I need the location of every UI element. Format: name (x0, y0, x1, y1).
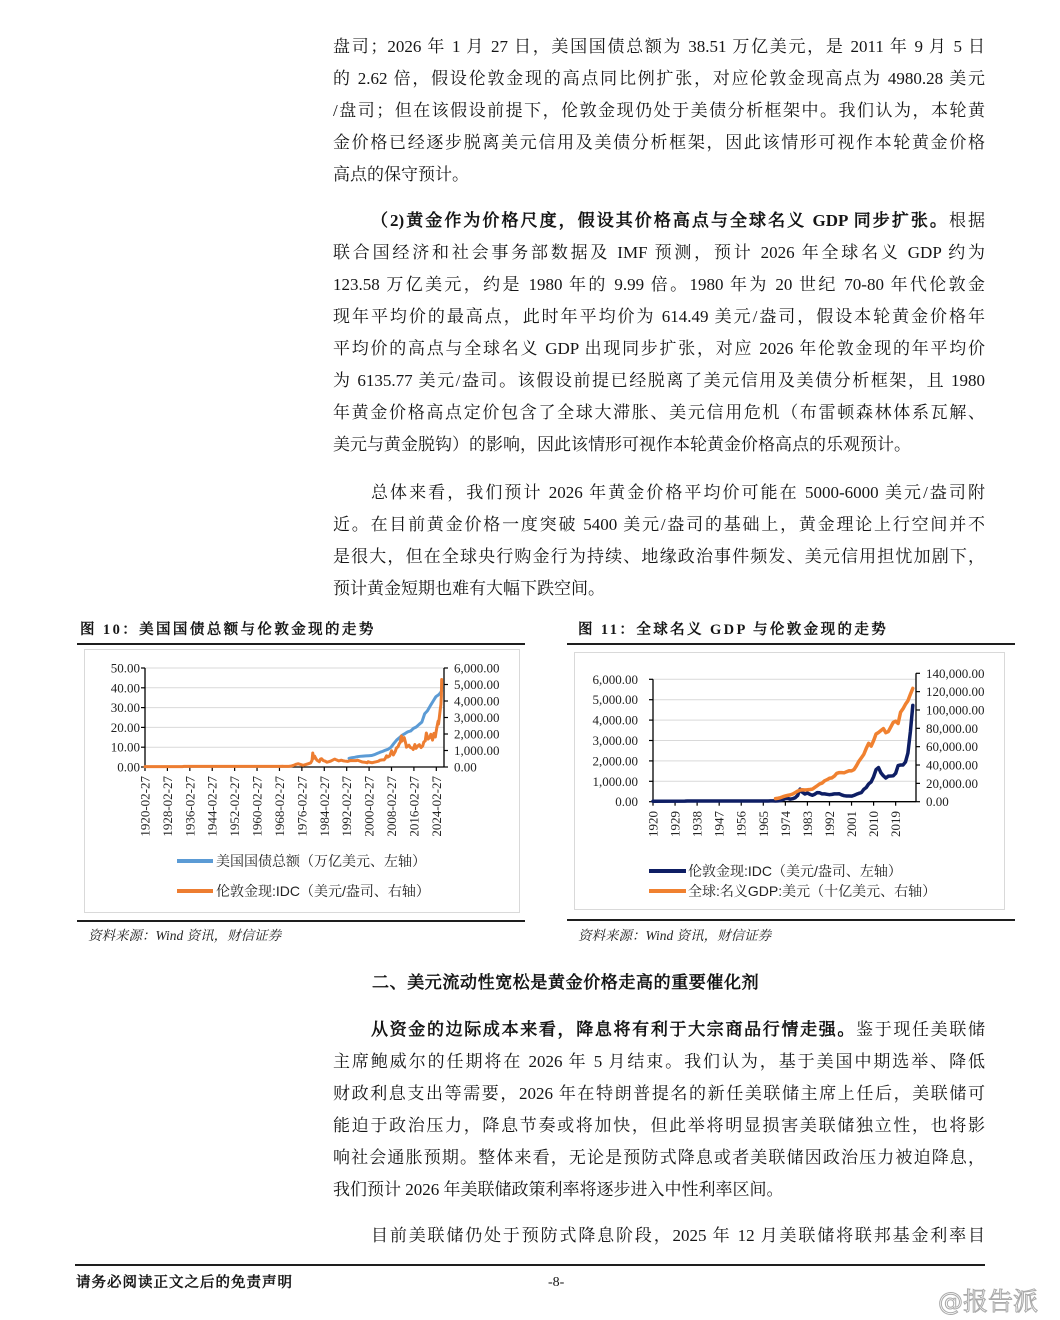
y-right-tick-label: 0.00 (926, 794, 949, 810)
y-right-tick-label: 100,000.00 (926, 702, 985, 718)
x-tick-label: 1956 (733, 811, 749, 837)
line-text: 联合国经济和社会事务部数据及 IMF 预测，预计 2026 年全球名义 GDP 约为 (333, 243, 985, 262)
line-text: 盘司；2026 年 1 月 27 日，美国国债总额为 38.51 万亿美元，是 2011 年 9 月 5 日 (333, 37, 985, 56)
y-right-tick-label: 140,000.00 (926, 665, 985, 681)
paragraph-fed-stage (333, 1220, 985, 1252)
text-line (333, 205, 985, 237)
figure-10-chart (84, 649, 520, 913)
line-text: /盘司；但在该假设前提下，伦敦金现仍处于美债分析框架中。我们认为，本轮黄 (333, 101, 985, 120)
legend-label: 伦敦金现:IDC（美元/盎司、左轴） (688, 863, 902, 879)
y-left-tick-label: 20.00 (110, 719, 140, 735)
text-line (333, 1142, 985, 1174)
x-tick-label: 1983 (799, 811, 815, 837)
x-tick-label: 1936-02-27 (182, 776, 198, 837)
x-tick-label: 1920 (645, 811, 661, 837)
x-tick-label: 1984-02-27 (316, 776, 332, 837)
figure-11-top-rule (567, 643, 1015, 645)
y-right-tick-label: 0.00 (454, 759, 477, 775)
x-tick-label: 2000-02-27 (361, 776, 377, 837)
figure-10-bottom-rule (77, 920, 525, 922)
line-text: 我们预计 2026 年美联储政策利率将逐步进入中性利率区间。 (333, 1180, 784, 1199)
footer-disclaimer: 请务必阅读正文之后的免责声明 (76, 1275, 293, 1291)
text-line (333, 573, 985, 605)
y-left-tick-label: 4,000.00 (592, 712, 638, 728)
x-tick-label: 1992-02-27 (339, 776, 355, 837)
x-tick-label: 2008-02-27 (384, 776, 400, 837)
y-left-tick-label: 2,000.00 (592, 753, 638, 769)
line-text: 是很大，但在全球央行购金行为持续、地缘政治事件频发、美元信用担忧加剧下， (333, 547, 985, 566)
figure-10-title: 图 10：美国国债总额与伦敦金现的走势 (80, 622, 376, 638)
y-left-tick-label: 5,000.00 (592, 692, 638, 708)
text-line (333, 333, 985, 365)
line-text: 根据 (948, 211, 985, 230)
y-left-tick-label: 40.00 (110, 680, 140, 696)
line-text: 美元与黄金脱钩）的影响，因此该情形可视作本轮黄金价格高点的乐观预计。 (333, 435, 911, 454)
legend-label: 全球:名义GDP:美元（十亿美元、右轴） (688, 883, 937, 899)
text-line (333, 1220, 985, 1252)
x-tick-label: 2001 (844, 811, 860, 837)
series-line-2 (145, 680, 442, 767)
text-line (333, 31, 985, 63)
x-tick-label: 1965 (755, 811, 771, 837)
paragraph-gdp-scale (333, 205, 985, 461)
chart-10-canvas (85, 650, 521, 914)
x-tick-label: 1968-02-27 (271, 776, 287, 837)
text-line (333, 365, 985, 397)
x-tick-label: 1938 (689, 811, 705, 837)
y-right-tick-label: 40,000.00 (926, 757, 978, 773)
figure-10-top-rule (77, 643, 525, 645)
chart-11-canvas (575, 653, 1006, 911)
text-line (333, 301, 985, 333)
figure-11-title: 图 11：全球名义 GDP 与伦敦金现的走势 (578, 622, 889, 638)
text-line (333, 159, 985, 191)
bold-lead-sentence: （2)黄金作为价格尺度，假设其价格高点与全球名义 GDP 同步扩张。 (371, 211, 949, 230)
x-tick-label: 1960-02-27 (249, 776, 265, 837)
text-line (333, 1174, 985, 1206)
figure-10-source: 资料来源：Wind 资讯，财信证券 (88, 928, 282, 943)
y-left-tick-label: 3,000.00 (592, 733, 638, 748)
text-line (333, 429, 985, 461)
x-tick-label: 1920-02-27 (137, 776, 153, 837)
y-right-tick-label: 2,000.00 (454, 726, 500, 742)
line-text: 目前美联储仍处于预防式降息阶段，2025 年 12 月美联储将联邦基金利率目 (371, 1226, 985, 1245)
paragraph-conservative-estimate (333, 31, 985, 191)
section-heading: 二、美元流动性宽松是黄金价格走高的重要催化剂 (372, 973, 760, 992)
x-tick-label: 1944-02-27 (204, 776, 220, 837)
x-tick-label: 2019 (888, 811, 904, 837)
x-tick-label: 1992 (821, 811, 837, 837)
line-text: 能迫于政治压力，降息节奏或将加快，但此举将明显损害美联储独立性，也将影 (333, 1116, 985, 1135)
figure-11-source: 资料来源：Wind 资讯，财信证券 (578, 928, 772, 943)
y-right-tick-label: 1,000.00 (454, 743, 500, 758)
series-line-2 (776, 688, 913, 798)
text-line (333, 541, 985, 573)
paragraph-overall-view (333, 477, 985, 605)
figure-11-bottom-rule (567, 919, 1015, 921)
footer-rule (75, 1264, 985, 1266)
text-line (333, 63, 985, 95)
text-line (333, 95, 985, 127)
y-left-tick-label: 0.00 (615, 794, 638, 810)
line-text: 响社会通胀预期。整体来看，无论是预防式降息或者美联储因政治压力被迫降息， (333, 1148, 985, 1167)
x-tick-label: 1976-02-27 (294, 776, 310, 837)
line-text: 近。在目前黄金价格一度突破 5400 美元/盎司的基础上，黄金理论上行空间并不 (333, 515, 985, 534)
text-line (333, 1046, 985, 1078)
y-right-tick-label: 60,000.00 (926, 739, 978, 755)
y-right-tick-label: 6,000.00 (454, 660, 500, 676)
line-text: 高点的保守预计。 (333, 165, 469, 184)
y-right-tick-label: 5,000.00 (454, 677, 500, 692)
y-right-tick-label: 120,000.00 (926, 684, 985, 700)
text-line (333, 237, 985, 269)
text-line (333, 1078, 985, 1110)
x-tick-label: 2010 (866, 811, 882, 837)
line-text: 为 6135.77 美元/盎司。该假设前提已经脱离了美元信用及美债分析框架，且 1980 (333, 371, 985, 390)
x-tick-label: 1929 (667, 811, 683, 837)
text-line (333, 127, 985, 159)
text-line (333, 397, 985, 429)
watermark-logo: @报告派 (938, 1287, 1039, 1316)
y-right-tick-label: 80,000.00 (926, 720, 978, 736)
y-right-tick-label: 4,000.00 (454, 693, 500, 709)
line-text: 主席鲍威尔的任期将在 2026 年 5 月结束。我们认为，基于美国中期选举、降低 (333, 1052, 985, 1071)
y-right-tick-label: 20,000.00 (926, 775, 978, 791)
x-tick-label: 1974 (777, 811, 793, 837)
paragraph-rate-cut (333, 1014, 985, 1206)
line-text: 鉴于现任美联储 (856, 1020, 985, 1039)
line-text: 现年平均价的最高点，此时年平均价为 614.49 美元/盎司，假设本轮黄金价格年 (333, 307, 985, 326)
figure-11-chart (574, 652, 1005, 910)
line-text: 年黄金价格高点定价包含了全球大滞胀、美元信用危机（布雷顿森林体系瓦解、 (333, 403, 985, 422)
text-line (333, 477, 985, 509)
x-tick-label: 1928-02-27 (159, 776, 175, 837)
line-text: 123.58 万亿美元，约是 1980 年的 9.99 倍。1980 年为 20 世纪 70-80 年代伦敦金 (333, 275, 985, 294)
x-tick-label: 2024-02-27 (428, 776, 444, 837)
text-line (333, 269, 985, 301)
y-left-tick-label: 30.00 (110, 700, 140, 716)
text-line (333, 1110, 985, 1142)
line-text: 预计黄金短期也难有大幅下跌空间。 (333, 579, 605, 598)
legend-label: 伦敦金现:IDC（美元/盎司、右轴） (216, 883, 430, 899)
page-number: -8- (548, 1275, 565, 1290)
bold-lead-sentence: 从资金的边际成本来看，降息将有利于大宗商品行情走强。 (371, 1020, 857, 1039)
y-left-tick-label: 0.00 (117, 759, 140, 775)
line-text: 的 2.62 倍，假设伦敦金现的高点同比例扩张，对应伦敦金现高点为 4980.28 美元 (333, 69, 985, 88)
y-left-tick-label: 50.00 (110, 660, 140, 676)
line-text: 总体来看，我们预计 2026 年黄金价格平均价可能在 5000-6000 美元/盎司附 (371, 483, 985, 502)
y-left-tick-label: 6,000.00 (592, 671, 638, 687)
legend-label: 美国国债总额（万亿美元、左轴） (216, 853, 426, 869)
line-text: 金价格已经逐步脱离美元信用及美债分析框架，因此该情形可视作本轮黄金价格 (333, 133, 985, 152)
y-left-tick-label: 1,000.00 (592, 773, 638, 789)
line-text: 财政利息支出等需要，2026 年在特朗普提名的新任美联储主席上任后，美联储可 (333, 1084, 985, 1103)
x-tick-label: 2016-02-27 (406, 776, 422, 837)
text-line (333, 509, 985, 541)
y-left-tick-label: 10.00 (110, 739, 140, 755)
x-tick-label: 1947 (711, 811, 727, 837)
y-right-tick-label: 3,000.00 (454, 710, 500, 725)
text-line (333, 1014, 985, 1046)
x-tick-label: 1952-02-27 (227, 776, 243, 837)
line-text: 平均价的高点与全球名义 GDP 出现同步扩张，对应 2026 年伦敦金现的年平均价 (333, 339, 985, 358)
